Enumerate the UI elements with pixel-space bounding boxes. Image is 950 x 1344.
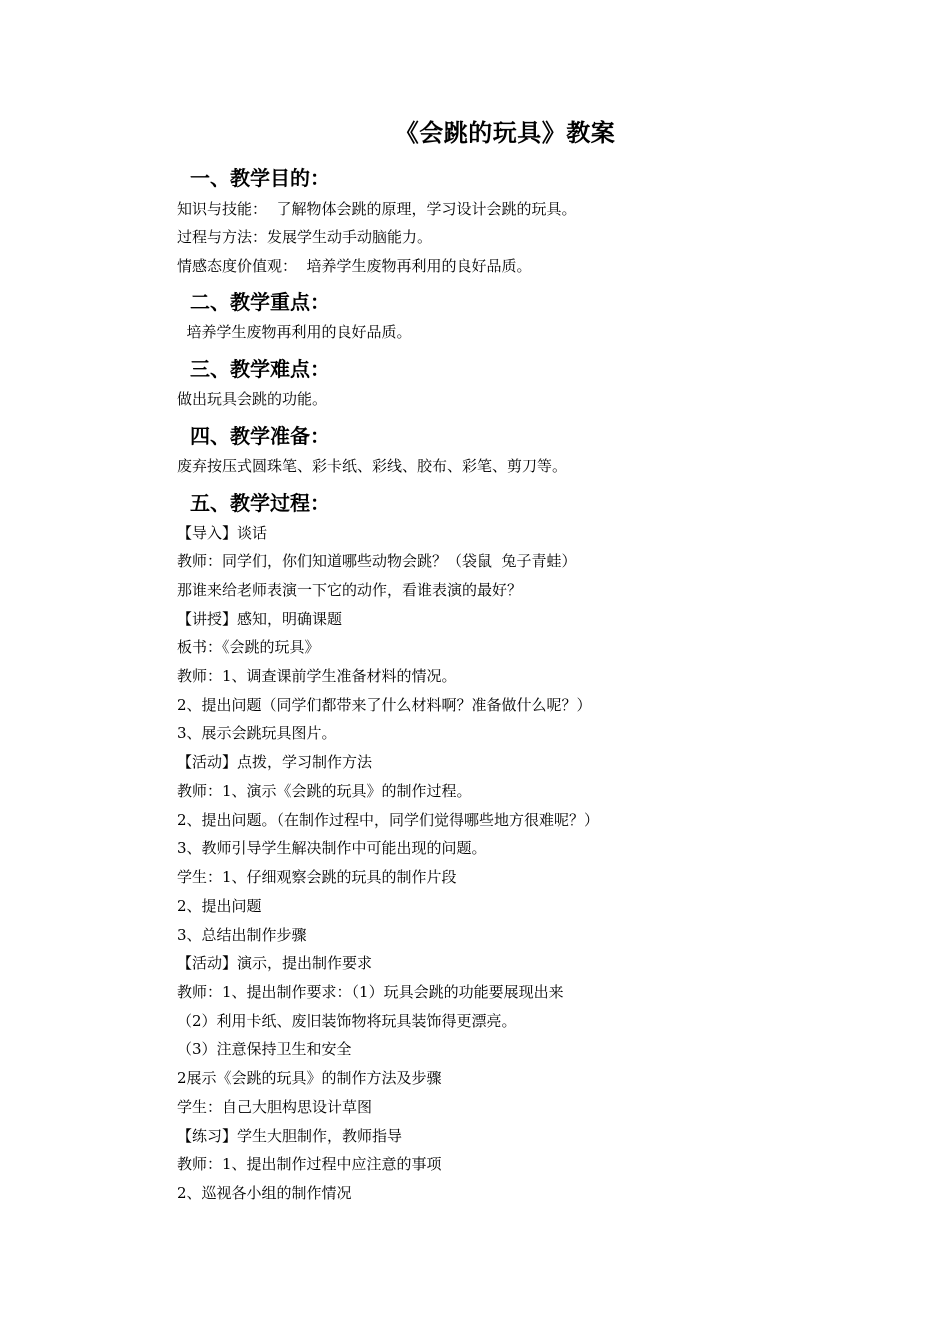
paragraph-line: 学生：1、仔细观察会跳的玩具的制作片段 (177, 868, 457, 886)
paragraph-line: 教师：1、提出制作要求：（1）玩具会跳的功能要展现出来 (177, 983, 564, 1001)
paragraph-line: 2、巡视各小组的制作情况 (177, 1184, 352, 1202)
paragraph-line: 知识与技能： 了解物体会跳的原理，学习设计会跳的玩具。 (177, 200, 577, 218)
paragraph-line: （2）利用卡纸、废旧装饰物将玩具装饰得更漂亮。 (177, 1012, 517, 1030)
paragraph-line: 2展示《会跳的玩具》的制作方法及步骤 (177, 1069, 442, 1087)
paragraph-line: 【讲授】感知，明确课题 (177, 610, 343, 628)
paragraph-line: 培养学生废物再利用的良好品质。 (177, 323, 412, 341)
paragraph-line: 【活动】演示，提出制作要求 (177, 954, 373, 972)
paragraph-line: 【活动】点拨，学习制作方法 (177, 753, 373, 771)
paragraph-line: 做出玩具会跳的功能。 (177, 390, 328, 408)
page-title: 《会跳的玩具》教案 (394, 118, 616, 147)
paragraph-line: 2、提出问题 (177, 897, 262, 915)
section-heading-preparation: 四、教学准备： (190, 424, 330, 448)
paragraph-line: 教师：同学们，你们知道哪些动物会跳？（袋鼠 兔子青蛙） (177, 552, 577, 570)
paragraph-line: 过程与方法：发展学生动手动脑能力。 (177, 228, 433, 246)
paragraph-line: 【练习】学生大胆制作，教师指导 (177, 1127, 403, 1145)
paragraph-line: 3、教师引导学生解决制作中可能出现的问题。 (177, 839, 487, 857)
paragraph-line: 教师：1、调查课前学生准备材料的情况。 (177, 667, 457, 685)
paragraph-line: 情感态度价值观： 培养学生废物再利用的良好品质。 (177, 257, 532, 275)
paragraph-line: （3）注意保持卫生和安全 (177, 1040, 352, 1058)
paragraph-line: 教师：1、提出制作过程中应注意的事项 (177, 1155, 442, 1173)
paragraph-line: 教师：1、演示《会跳的玩具》的制作过程。 (177, 782, 472, 800)
section-heading-process: 五、教学过程： (190, 491, 330, 515)
paragraph-line: 2、提出问题（同学们都带来了什么材料啊？准备做什么呢？） (177, 696, 592, 714)
paragraph-line: 2、提出问题。（在制作过程中，同学们觉得哪些地方很难呢？） (177, 811, 600, 829)
paragraph-line: 那谁来给老师表演一下它的动作，看谁表演的最好？ (177, 581, 523, 599)
paragraph-line: 3、总结出制作步骤 (177, 926, 307, 944)
section-heading-difficulties: 三、教学难点： (190, 357, 330, 381)
section-heading-objectives: 一、教学目的： (190, 166, 330, 190)
section-heading-key-points: 二、教学重点： (190, 290, 330, 314)
paragraph-line: 【导入】谈话 (177, 524, 268, 542)
paragraph-line: 学生：自己大胆构思设计草图 (177, 1098, 373, 1116)
paragraph-line: 废弃按压式圆珠笔、彩卡纸、彩线、胶布、彩笔、剪刀等。 (177, 457, 568, 475)
paragraph-line: 板书：《会跳的玩具》 (177, 638, 320, 656)
paragraph-line: 3、展示会跳玩具图片。 (177, 724, 337, 742)
